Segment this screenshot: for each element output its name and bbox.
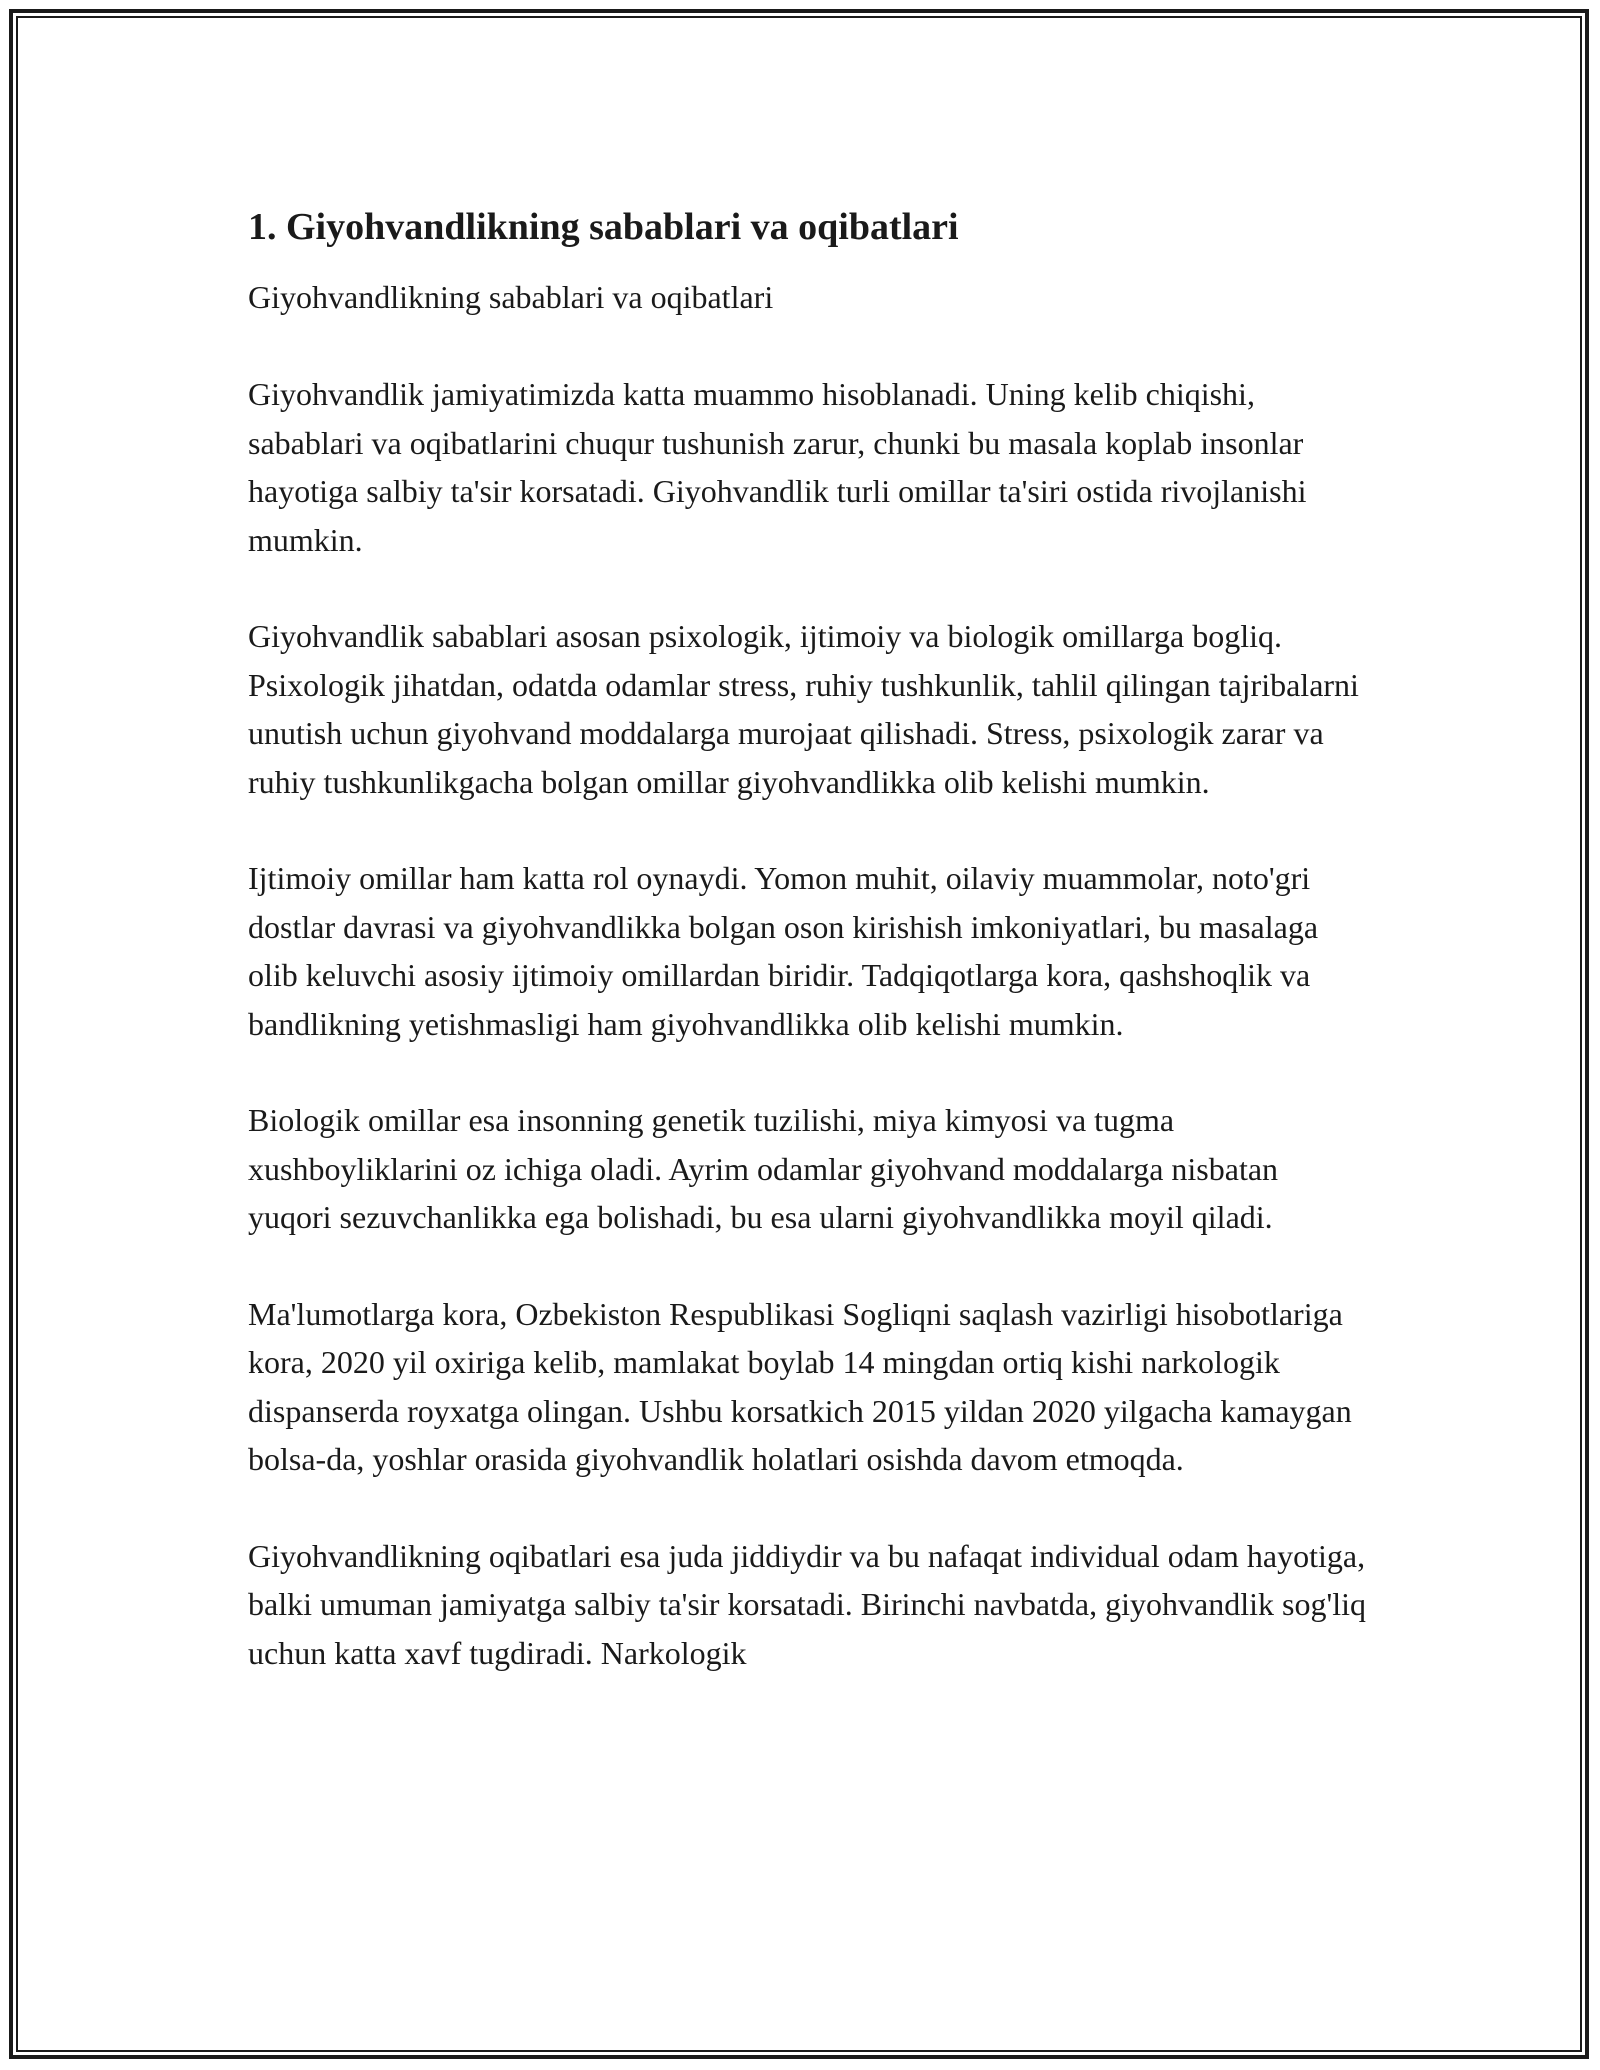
- paragraph-causes: Giyohvandlik sabablari asosan psixologik, ijtimoiy va biologik omillarga bogliq. Psixologik jihatdan, odatda odamlar stress, ruhiy tushkunlik, tahlil qilingan tajribalarni unutish uchun giyohvand moddalarga murojaat qilishadi. Stress, psixologik zarar va ruhiy tushkunlikgacha bolgan omillar giyohvandlikka olib kelishi mumkin.: [248, 618, 1359, 800]
- paragraph-consequences: Giyohvandlikning oqibatlari esa juda jiddiydir va bu nafaqat individual odam hayotiga, balki umuman jamiyatga salbiy ta'sir korsatadi. Birinchi navbatda, giyohvandlik sog'liq uchun katta xavf tugdiradi. Narkologik: [248, 1537, 1366, 1671]
- section-heading: 1. Giyohvandlikning sabablari va oqibatlari: [248, 206, 959, 248]
- section-subtitle: Giyohvandlikning sabablari va oqibatlari: [248, 279, 774, 315]
- document-page: [9, 9, 1589, 2059]
- document-body: [248, 203, 1368, 1725]
- paragraph-social-factors: Ijtimoiy omillar ham katta rol oynaydi. Yomon muhit, oilaviy muammolar, noto'gri dostlar davrasi va giyohvandlikka bolgan oson kirishish imkoniyatlari, bu masalaga olib keluvchi asosiy ijtimoiy omillardan biridir. Tadqiqotlarga kora, qashshoqlik va bandlikning yetishmasligi ham giyohvandlikka olib kelishi mumkin.: [248, 860, 1319, 1042]
- paragraph-statistics: Ma'lumotlarga kora, Ozbekiston Respublikasi Sogliqni saqlash vazirligi hisobotlariga kora, 2020 yil oxiriga kelib, mamlakat boylab 14 mingdan ortiq kishi narkologik dispanserda royxatga olingan. Ushbu korsatkich 2015 yildan 2020 yilgacha kamaygan bolsa-da, yoshlar orasida giyohvandlik holatlari osishda davom etmoqda.: [248, 1295, 1352, 1477]
- paragraph-introduction: Giyohvandlik jamiyatimizda katta muammo hisoblanadi. Uning kelib chiqishi, sabablari va oqibatlarini chuqur tushunish zarur, chunki bu masala koplab insonlar hayotiga salbiy ta'sir korsatadi. Giyohvandlik turli omillar ta'siri ostida rivojlanishi mumkin.: [248, 376, 1307, 558]
- paragraph-biological-factors: Biologik omillar esa insonning genetik tuzilishi, miya kimyosi va tugma xushboyliklarini oz ichiga oladi. Ayrim odamlar giyohvand moddalarga nisbatan yuqori sezuvchanlikka ega bolishadi, bu esa ularni giyohvandlikka moyil qiladi.: [248, 1102, 1279, 1235]
